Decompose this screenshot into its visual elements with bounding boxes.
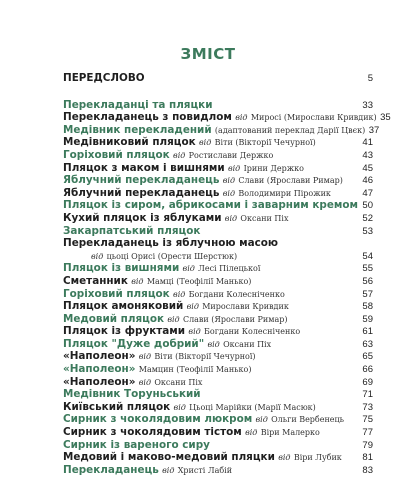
toc-entry-title: Перекладанець (63, 463, 159, 476)
toc-entry-text (63, 363, 251, 377)
toc-entry-page-number: 81 (362, 452, 373, 464)
toc-entry-author: Христі Лабій (177, 465, 233, 475)
toc-entry-by: від (131, 276, 144, 286)
toc-entry-page-number: 57 (362, 288, 373, 300)
toc-entry-text (63, 350, 256, 364)
toc-entry-page-number: 47 (362, 187, 373, 199)
toc-entry-author: Богдани Колесніченко (188, 289, 285, 299)
toc-entry[interactable] (63, 313, 373, 326)
section-page-number: 33 (362, 99, 373, 111)
toc-entry-title: Закарпатський пляцок (63, 224, 201, 237)
toc-entry-by: від (138, 377, 152, 387)
toc-entry[interactable] (63, 174, 373, 187)
toc-entry-by: від (245, 428, 258, 438)
toc-entry-page-number: 61 (362, 326, 373, 338)
toc-entry[interactable] (63, 376, 373, 389)
page-title: ЗМІСТ (180, 45, 236, 63)
toc-entry[interactable] (63, 275, 373, 288)
toc-entry[interactable] (63, 300, 373, 313)
toc-entry[interactable] (63, 413, 373, 426)
toc-entry-author: цьоці Орисі (Орести Шерстюк) (106, 251, 238, 261)
toc-entry-author: Віри Малерко (260, 428, 320, 438)
toc-entry-by: від (222, 176, 236, 186)
toc-entry-author: Слави (Ярослави Римар) (182, 314, 288, 324)
toc-entry[interactable] (63, 212, 373, 225)
toc-entry-title: Сметанник (63, 274, 128, 287)
toc-entry[interactable] (63, 338, 373, 351)
toc-entry-text (63, 401, 316, 415)
toc-entry-title: Медовий пляцок (63, 312, 165, 325)
toc-entry-title: Медівник перекладений (63, 123, 212, 136)
toc-entry-by: від (138, 352, 152, 362)
toc-entry-page-number: 65 (362, 351, 373, 363)
toc-entry-title: «Наполеон» (63, 363, 136, 376)
toc-entry-page-number: 43 (362, 149, 373, 161)
toc-entry-text (63, 149, 273, 163)
toc-entry-page-number: 55 (362, 263, 373, 275)
toc-entry-page-number: 53 (362, 225, 373, 237)
toc-entry-author: Ростислави Держко (188, 150, 274, 160)
toc-entry-title: Яблучний перекладанець (63, 186, 220, 199)
toc-entry-author: Ірини Держко (243, 163, 304, 173)
toc-entry-title: Київський пляцок (63, 400, 171, 413)
toc-entry-text (63, 162, 304, 176)
toc-entry-by: від (207, 339, 220, 349)
toc-entry-text (63, 124, 365, 138)
table-of-contents (63, 72, 391, 476)
toc-entry-title: Перекладанець з повидлом (63, 111, 232, 124)
toc-entry[interactable] (63, 439, 373, 452)
toc-entry-author: Віти (Вікторії Чечурної) (154, 352, 256, 362)
toc-entry-by: від (199, 138, 212, 148)
toc-entry-text (63, 288, 285, 302)
toc-entry-text (63, 212, 288, 226)
toc-entry-author: Володимири Пірожик (238, 188, 331, 198)
toc-entry[interactable] (63, 426, 373, 439)
toc-section[interactable] (63, 99, 373, 112)
toc-entry-text (63, 376, 202, 390)
toc-entry-text (63, 250, 237, 264)
toc-entry-text (63, 439, 210, 452)
toc-entry-page-number: 73 (362, 401, 373, 413)
toc-entry-text (63, 225, 200, 238)
toc-entry-title: Пляцок амоняковий (63, 300, 184, 313)
toc-entry[interactable] (63, 262, 373, 275)
toc-entry-by: від (278, 453, 291, 463)
toc-entry-title: Пляцок із сиром, абрикосами і заварним кремом (63, 199, 359, 212)
toc-entry-page-number: 71 (362, 389, 373, 401)
toc-entry-page-number: 54 (362, 250, 373, 262)
toc-entry-title: «Наполеон» (63, 375, 136, 388)
toc-entry[interactable] (63, 225, 373, 238)
toc-entry[interactable] (63, 288, 373, 301)
toc-entry-text (63, 136, 316, 150)
toc-entry[interactable] (63, 464, 373, 477)
toc-entry-page-number: 50 (362, 200, 373, 212)
toc-entry-author: Віти (Вікторії Чечурної) (214, 138, 316, 148)
toc-entry-title: «Наполеон» (63, 350, 136, 363)
toc-entry-author: Миросі (Мирослави Кривдик) (250, 113, 377, 123)
toc-entry-page-number: 37 (368, 124, 380, 136)
toc-entry-page-number: 69 (362, 376, 373, 388)
toc-entry-text (63, 199, 358, 212)
toc-entry-by: від (186, 302, 199, 312)
toc-entry-author: (адаптований переклад Дарії Цвєк) (214, 125, 366, 135)
toc-entry-by: від (235, 113, 248, 123)
toc-entry-by: від (224, 213, 238, 223)
toc-entry-page-number: 75 (362, 414, 373, 426)
toc-entry-title: Яблучний перекладанець (63, 174, 220, 187)
toc-entry-author: Цьоці Марійки (Марії Масюк) (189, 402, 316, 412)
toc-entry[interactable] (63, 401, 373, 414)
toc-entry-page-number: 83 (362, 464, 373, 476)
toc-entry-by: від (255, 415, 268, 425)
toc-entry[interactable] (63, 199, 373, 212)
toc-entry-by: від (222, 188, 236, 198)
toc-entry-title: Медівниковий пляцок (63, 136, 196, 149)
toc-entry-text (63, 111, 377, 125)
toc-entry-title: Сирник з чоколядовим тістом (63, 426, 242, 439)
toc-entry-text (63, 237, 278, 250)
toc-entry-text (63, 300, 289, 314)
toc-entry-by: від (162, 465, 175, 475)
toc-entry[interactable] (63, 250, 373, 263)
toc-entry-page-number: 35 (380, 112, 391, 124)
toc-entry[interactable] (63, 149, 373, 162)
toc-entry-page-number: 66 (362, 364, 373, 376)
toc-entry-page-number: 77 (362, 427, 373, 439)
toc-entry-title: Перекладанець із яблучною масою (63, 237, 279, 250)
section-title: Перекладанці та пляцки (63, 98, 213, 111)
toc-entry-page-number: 63 (362, 338, 373, 350)
toc-entry[interactable] (63, 162, 373, 175)
toc-entry-title: Кухий пляцок із яблуками (63, 211, 222, 224)
toc-entry-text (63, 262, 260, 276)
toc-entry-author: Оксани Піх (240, 213, 289, 223)
toc-entry-page-number: 46 (362, 175, 373, 187)
toc-entry[interactable] (63, 136, 373, 149)
toc-entry-by: від (182, 264, 195, 274)
toc-preface[interactable] (63, 72, 373, 85)
toc-entry-text (63, 275, 251, 289)
toc-entry-text (63, 187, 331, 201)
toc-entry-text (63, 464, 232, 478)
preface-title: ПЕРЕДСЛОВО (63, 72, 145, 84)
toc-entry[interactable] (63, 388, 373, 401)
toc-entry-author: Мирослави Кривдик (202, 302, 289, 312)
toc-entry-author: Оксани Піх (154, 377, 203, 387)
toc-entry-text (63, 388, 201, 401)
toc-entry[interactable] (63, 325, 373, 338)
toc-entry-author: Лесі Пілецької (198, 264, 261, 274)
toc-entry-author: Ольги Вербенець (271, 415, 345, 425)
toc-entry-text (63, 451, 342, 465)
toc-entry-page-number: 45 (362, 162, 373, 174)
toc-entry-author: Мамцин (Теофілії Манько) (138, 365, 252, 375)
toc-entry-author: Оксани Піх (223, 339, 272, 349)
toc-entry[interactable] (63, 123, 380, 137)
toc-entry-text (63, 313, 287, 327)
toc-entry[interactable] (63, 363, 373, 376)
toc-entry-by: від (91, 251, 104, 261)
toc-entry-page-number: 52 (362, 212, 373, 224)
toc-entry-title: Пляцок з маком і вишнями (63, 161, 225, 174)
toc-entry-page-number: 79 (362, 439, 373, 451)
toc-entry-page-number: 56 (362, 275, 373, 287)
toc-entry-text (63, 413, 344, 427)
toc-entry[interactable] (63, 111, 391, 124)
preface-page-number: 5 (367, 73, 373, 84)
toc-entry-author: Мамці (Теофілії Манько) (146, 276, 252, 286)
toc-entry-text (63, 325, 300, 339)
toc-entry[interactable] (63, 237, 373, 250)
toc-entry-author: Віри Лубик (293, 453, 342, 463)
toc-entry-page-number: 59 (362, 313, 373, 325)
toc-entry-title: Медовий і маково-медовий пляцки (63, 451, 275, 464)
toc-entry-author: Слави (Ярослави Римар) (238, 176, 343, 186)
toc-entry-list (63, 111, 391, 476)
toc-entry-by: від (227, 163, 241, 173)
toc-entry-title: Пляцок із фруктами (63, 325, 186, 338)
toc-entry-title: Сирник з чоколядовим люкром (63, 413, 253, 426)
toc-entry-by: від (173, 289, 186, 299)
toc-entry[interactable] (63, 187, 373, 200)
toc-entry-title: Пляцок із вишнями (63, 262, 180, 275)
toc-entry-by: від (173, 402, 186, 412)
toc-entry-author: Богдани Колесніченко (204, 327, 301, 337)
toc-entry-text (63, 338, 271, 352)
toc-entry-by: від (188, 327, 201, 337)
toc-entry-title: Горіховий пляцок (63, 148, 170, 161)
toc-entry-page-number: 41 (362, 137, 373, 149)
toc-entry-title: Пляцок "Дуже добрий" (63, 337, 205, 350)
toc-entry-text (63, 426, 320, 440)
toc-entry-by: від (173, 150, 186, 160)
toc-entry-title: Медівник Торуньський (63, 388, 201, 401)
toc-entry-page-number: 58 (362, 301, 373, 313)
toc-entry-title: Горіховий пляцок (63, 287, 170, 300)
toc-entry-text (63, 174, 343, 188)
toc-entry-by: від (167, 314, 180, 324)
toc-entry[interactable] (63, 451, 373, 464)
toc-entry-title: Сирник із вареного сиру (63, 438, 210, 451)
toc-entry[interactable] (63, 350, 373, 363)
